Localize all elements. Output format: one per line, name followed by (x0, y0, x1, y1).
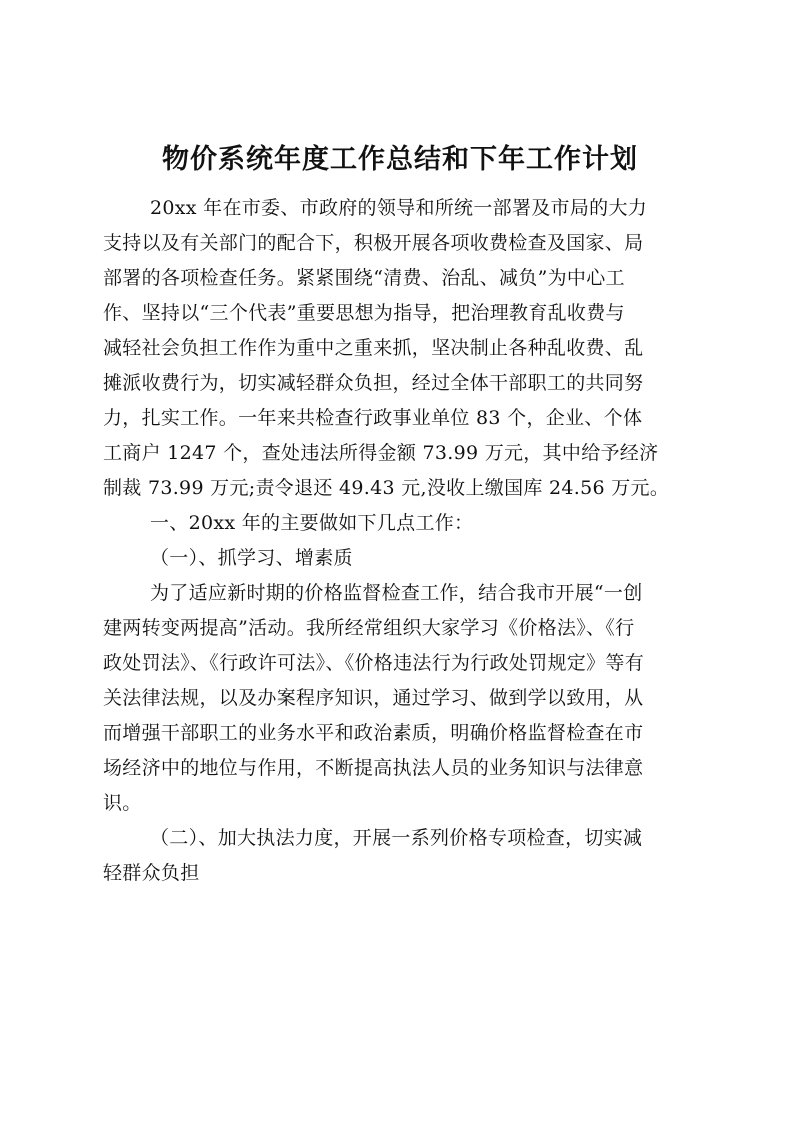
paragraph-line-16: 识。 (103, 792, 142, 814)
paragraph-line-11: 建两转变两提高”活动。我所经常组织大家学习《价格法》、《行 (103, 617, 635, 639)
paragraph-line-4: 作、坚持以“三个代表”重要思想为指导，把治理教育乱收费与 (103, 302, 625, 324)
paragraph-line-9: 制裁 73.99 万元;责令退还 49.43 元,没收上缴国库 24.56 万元。 (103, 477, 670, 499)
paragraph-line-1: 20xx 年在市委、市政府的领导和所统一部署及市局的大力 (150, 197, 648, 219)
document-title: 物价系统年度工作总结和下年工作计划 (162, 144, 638, 175)
subsection-heading-2-line-1: （二）、加大执法力度，开展一系列价格专项检查，切实减 (150, 827, 643, 849)
paragraph-line-3: 部署的各项检查任务。紧紧围绕“清费、治乱、减负”为中心工 (103, 267, 625, 289)
paragraph-line-2: 支持以及有关部门的配合下，积极开展各项收费检查及国家、局 (103, 232, 644, 254)
paragraph-line-6: 摊派收费行为，切实减轻群众负担，经过全体干部职工的共同努 (103, 372, 644, 394)
paragraph-line-13: 关法律法规，以及办案程序知识，通过学习、做到学以致用，从 (103, 687, 644, 709)
paragraph-line-12: 政处罚法》、《行政许可法》、《价格违法行为行政处罚规定》等有 (103, 652, 645, 674)
subsection-heading-1: （一）、抓学习、增素质 (150, 547, 353, 569)
paragraph-line-5: 减轻社会负担工作作为重中之重来抓，坚决制止各种乱收费、乱 (103, 337, 644, 359)
paragraph-line-8: 工商户 1247 个，查处违法所得金额 73.99 万元，其中给予经济 (103, 442, 659, 464)
paragraph-line-7: 力，扎实工作。一年来共检查行政事业单位 83 个，企业、个体 (103, 407, 643, 429)
paragraph-line-10: 为了适应新时期的价格监督检查工作，结合我市开展“一创 (150, 582, 643, 604)
subsection-heading-2-line-2: 轻群众负担 (103, 862, 200, 884)
paragraph-line-14: 而增强干部职工的业务水平和政治素质，明确价格监督检查在市 (103, 722, 644, 744)
paragraph-line-15: 场经济中的地位与作用，不断提高执法人员的业务知识与法律意 (103, 757, 644, 779)
section-heading: 一、20xx 年的主要做如下几点工作： (150, 512, 474, 534)
